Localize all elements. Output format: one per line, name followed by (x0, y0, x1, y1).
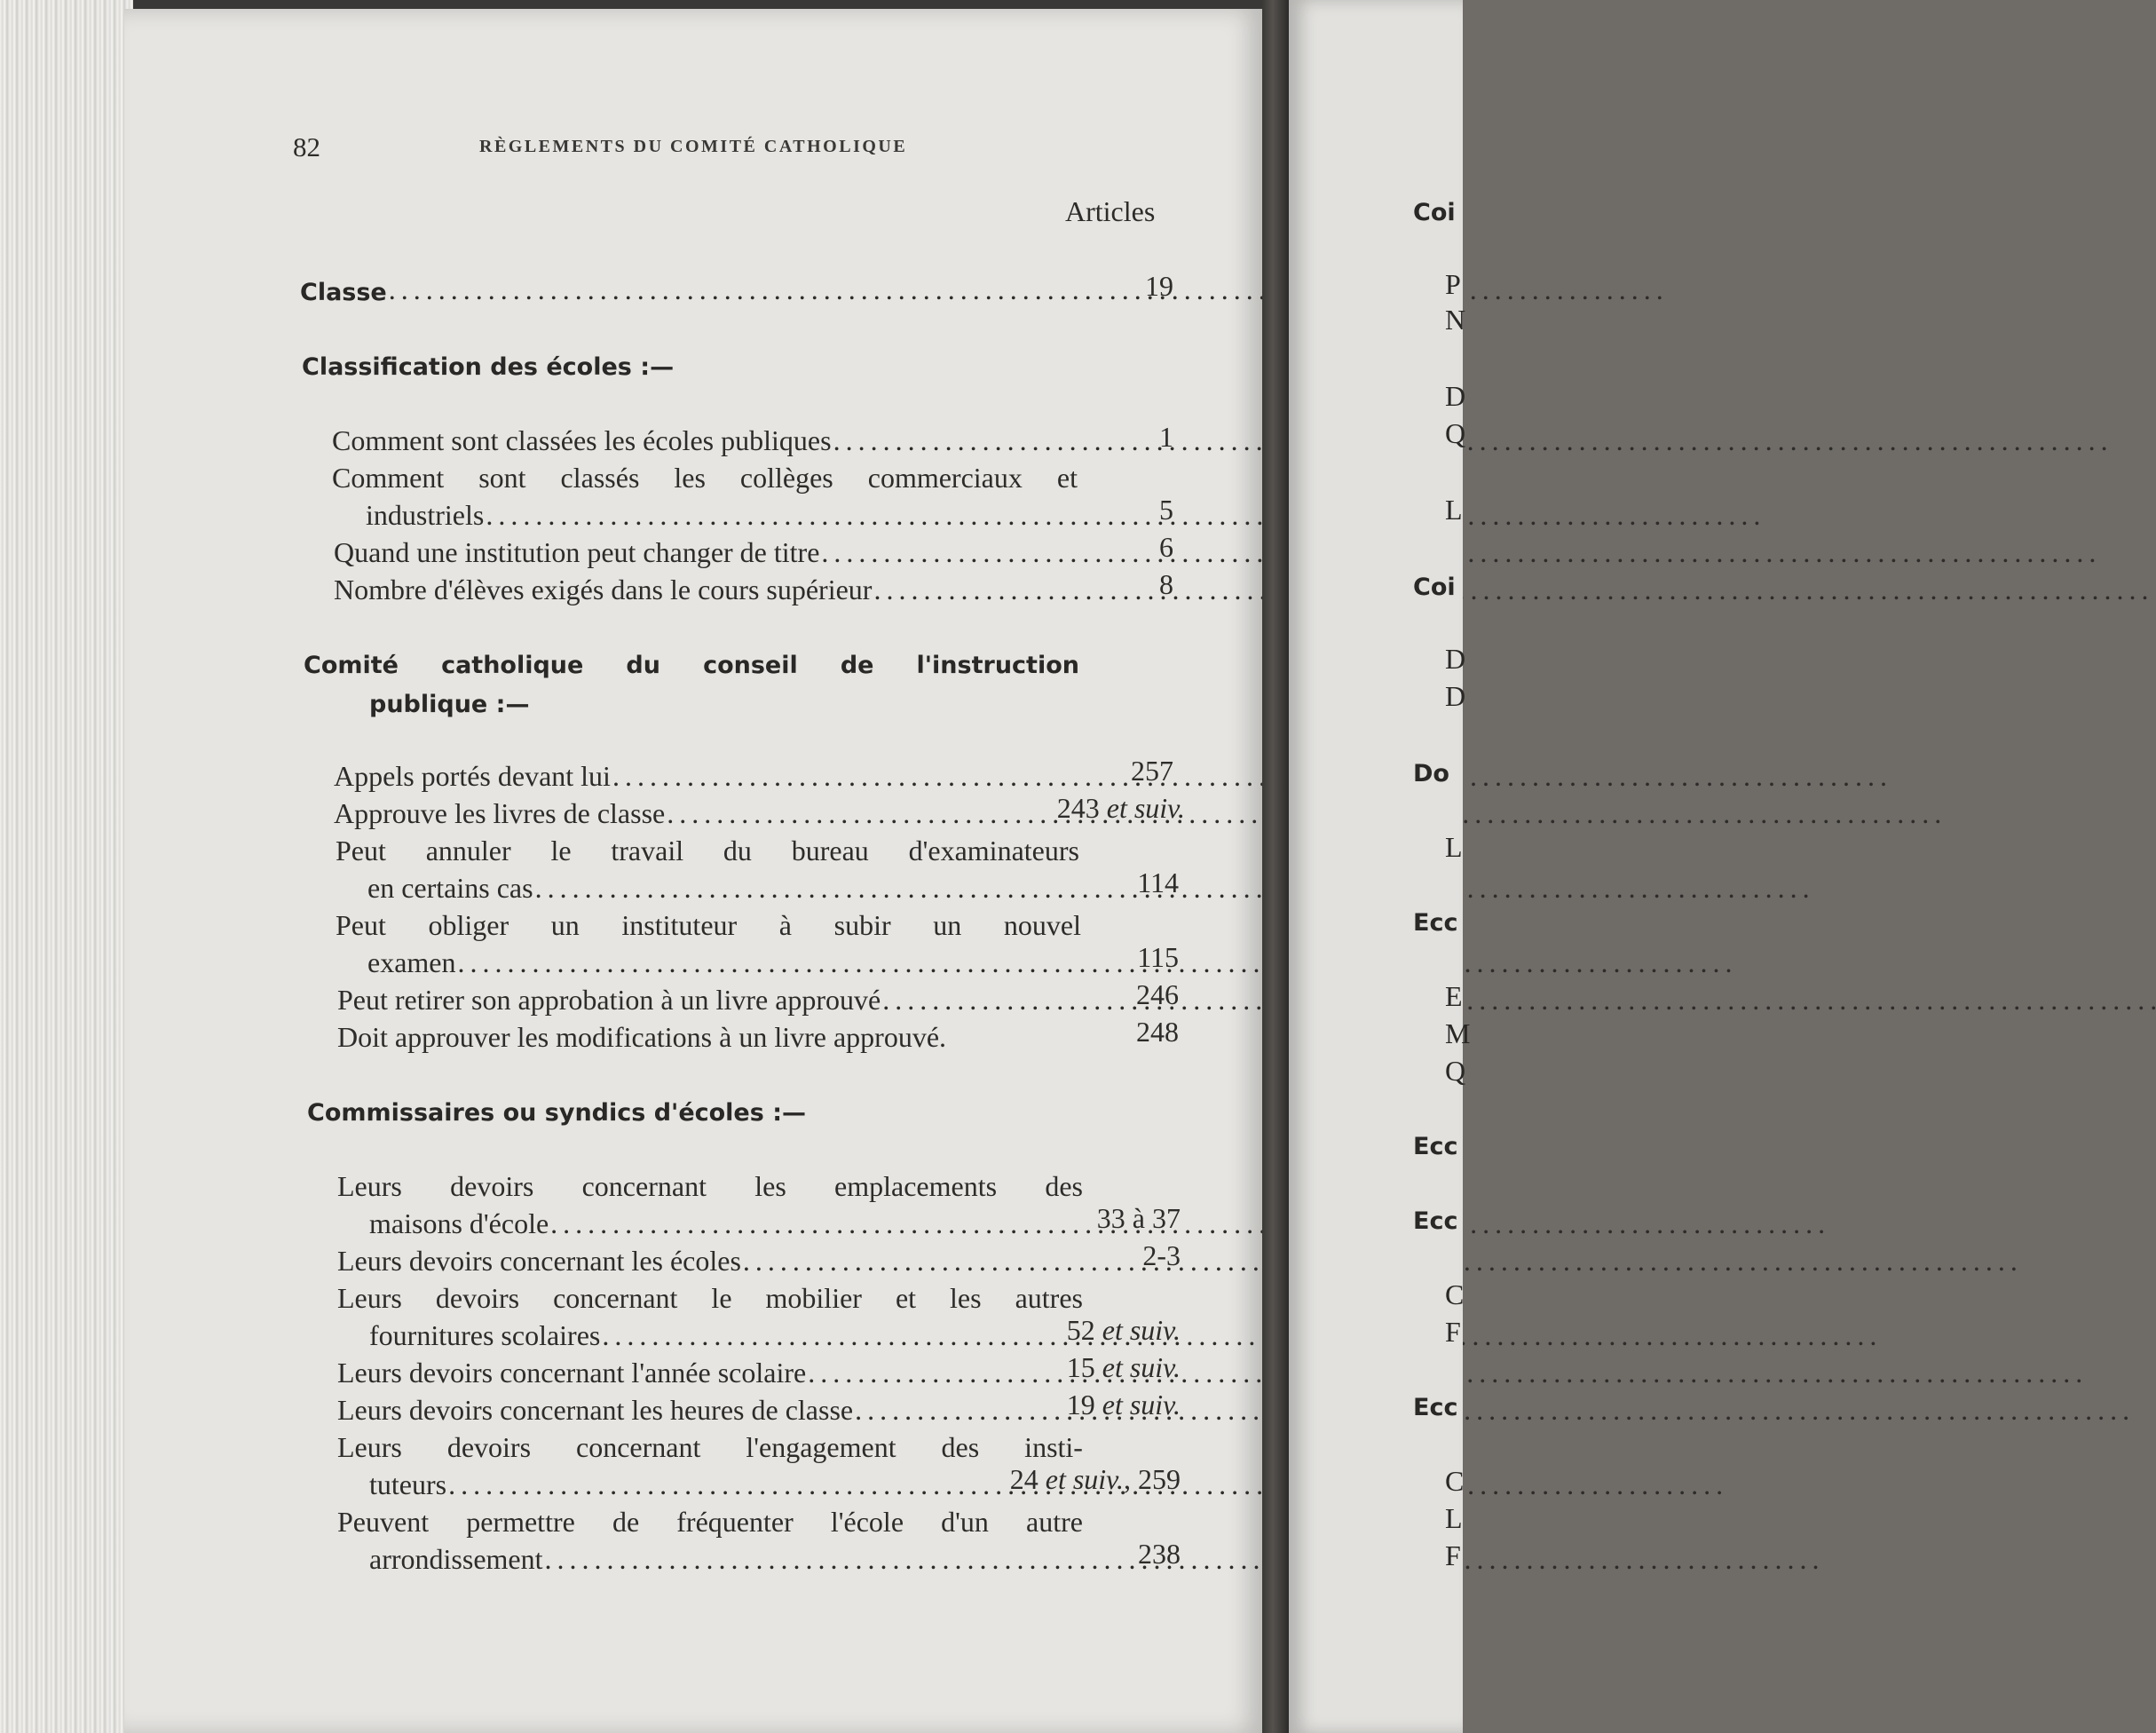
index-entry (334, 760, 1078, 793)
page-number: 82 (293, 131, 320, 162)
index-entry (369, 1207, 1051, 1240)
index-entry-line1 (337, 1431, 1083, 1464)
leader-dots (612, 760, 1886, 793)
entry-text: arrondissement (369, 1543, 543, 1575)
section-heading (304, 652, 1079, 679)
entry-text: en certains cas (367, 872, 533, 904)
justified-line (337, 1506, 1083, 1539)
word: de (840, 652, 874, 679)
entry-ref (1030, 792, 1185, 825)
index-entry (337, 1394, 1043, 1427)
word: devoirs (435, 1282, 520, 1314)
entry-ref: 2-3 (1142, 1239, 1181, 1271)
word: de (612, 1506, 640, 1538)
index-entry-line1 (336, 909, 1081, 942)
entry-ref: 19 (1145, 270, 1173, 302)
word: insti- (1024, 1431, 1083, 1463)
next-page-letter: E (1445, 980, 1463, 1012)
index-entry (369, 1468, 955, 1501)
justified-line (336, 835, 1079, 867)
ref-number: 243 (1056, 792, 1100, 824)
entry-ref: 238 (1138, 1538, 1181, 1570)
leader-dots (389, 273, 1662, 306)
index-entry (334, 536, 1078, 569)
justified-line (337, 1170, 1083, 1203)
index-entry (369, 1543, 1079, 1576)
index-entry (334, 574, 1078, 606)
next-page (1289, 0, 1471, 1733)
word: les (950, 1282, 982, 1314)
leader-dots (833, 424, 2107, 457)
justified-line (336, 909, 1081, 942)
index-entry (337, 1021, 946, 1054)
entry-ref: 115 (1137, 941, 1179, 973)
justified-line (337, 1431, 1083, 1464)
next-page-heading: Ecc (1413, 909, 1458, 937)
entry-text: Appels portés devant lui (334, 760, 611, 792)
entry-ref (1043, 1351, 1181, 1384)
next-page-letter: L (1445, 494, 1463, 526)
word: mobilier (765, 1282, 862, 1314)
entry-ref: 248 (1136, 1016, 1179, 1048)
index-entry (367, 946, 1078, 979)
word: sont (478, 462, 526, 494)
word: les (754, 1170, 786, 1202)
word: concernant (576, 1431, 701, 1463)
word: Leurs (337, 1170, 402, 1202)
word: Peuvent (337, 1506, 430, 1538)
word: subir (833, 909, 891, 941)
entry-text: Doit approuver les modifications à un livre approuvé. (337, 1021, 947, 1053)
next-page-letter: P (1445, 268, 1461, 300)
index-entry-line1 (337, 1506, 1083, 1539)
ref-suffix: et suiv. (1106, 792, 1185, 824)
word: Comment (332, 462, 445, 494)
word: concernant (553, 1282, 678, 1314)
next-page-letter: C (1445, 1278, 1465, 1310)
next-page-letter: L (1445, 1502, 1463, 1534)
index-entry (367, 872, 1078, 905)
word: Leurs (337, 1282, 402, 1314)
ref-number: 52 (1066, 1314, 1095, 1346)
entry-heading: Classe (300, 279, 387, 306)
running-title: RÈGLEMENTS DU COMITÉ CATHOLIQUE (479, 137, 908, 156)
index-entry (334, 797, 1026, 830)
ref-number: 24 (1009, 1463, 1039, 1495)
ref-suffix: et suiv. (1045, 1463, 1124, 1495)
entry-ref: 5 (1159, 494, 1173, 526)
next-page-letter: D (1445, 380, 1466, 412)
index-entry (369, 1319, 1031, 1352)
section-heading: Commissaires ou syndics d'écoles :— (307, 1099, 807, 1127)
leader-dots (873, 574, 2147, 606)
index-entry-classe (300, 273, 1077, 306)
page-header (293, 131, 1181, 167)
word: commerciaux (867, 462, 1023, 494)
entry-ref: 1 (1159, 421, 1173, 453)
word: bureau (791, 835, 869, 866)
entry-ref: 246 (1136, 978, 1179, 1010)
word: l'engagement (746, 1431, 896, 1463)
next-page-heading: Do (1413, 760, 1449, 787)
word: autres (1015, 1282, 1083, 1314)
entry-text: Quand une institution peut changer de titre (334, 536, 820, 568)
entry-ref: 257 (1131, 755, 1173, 787)
entry-text: maisons d'école (369, 1207, 549, 1239)
next-page-letter: C (1445, 1465, 1465, 1497)
next-page-heading: Coi (1413, 199, 1456, 226)
word: des (941, 1431, 980, 1463)
next-page-heading: Ecc (1413, 1133, 1458, 1160)
index-entry-line1 (337, 1282, 1083, 1315)
ref-suffix: et suiv. (1102, 1389, 1181, 1420)
word: devoirs (446, 1431, 532, 1463)
entry-text: Nombre d'élèves exigés dans le cours supérieur (334, 574, 873, 605)
entry-text: Peut retirer son approbation à un livre approuvé (337, 984, 881, 1016)
next-page-letter: Q (1445, 1055, 1466, 1087)
entry-text: tuteurs (369, 1468, 447, 1500)
entry-ref: 6 (1159, 531, 1173, 563)
word: concernant (581, 1170, 707, 1202)
index-entry (337, 1357, 1043, 1389)
word: d'examinateurs (908, 835, 1079, 866)
ref-suffix: et suiv. (1102, 1351, 1181, 1383)
word: Comité (304, 652, 399, 679)
word: du (626, 652, 660, 679)
word: d'un (941, 1506, 989, 1538)
word: emplacements (834, 1170, 998, 1202)
word: un (550, 909, 580, 941)
entry-ref: 114 (1137, 866, 1179, 898)
next-page-letter: F (1445, 1316, 1461, 1348)
word: travail (611, 835, 684, 866)
next-page-letter: N (1445, 304, 1466, 336)
leader-dots (550, 1207, 1824, 1240)
word: du (723, 835, 752, 866)
entry-ref (950, 1463, 1181, 1496)
word: catholique (441, 652, 584, 679)
entry-text: Comment sont classées les écoles publiques (332, 424, 832, 456)
word: instituteur (621, 909, 738, 941)
index-entry-line1 (336, 835, 1079, 867)
word: le (550, 835, 572, 866)
word: Leurs (337, 1431, 402, 1463)
word: un (933, 909, 962, 941)
word: classés (560, 462, 640, 494)
ref-extra: , 259 (1124, 1463, 1181, 1495)
next-page-letter: Q (1445, 417, 1466, 449)
word: fréquenter (676, 1506, 794, 1538)
word: les (674, 462, 706, 494)
word: l'école (830, 1506, 904, 1538)
word: Peut (336, 909, 386, 941)
next-page-letter: D (1445, 680, 1466, 712)
word: collèges (739, 462, 833, 494)
leader-dots (545, 1543, 1819, 1576)
entry-text: industriels (366, 499, 485, 531)
entry-ref (1034, 1314, 1181, 1347)
next-page-heading: Ecc (1413, 1394, 1458, 1421)
entry-ref: 8 (1159, 568, 1173, 600)
word: autre (1026, 1506, 1083, 1538)
next-page-letter: F (1445, 1539, 1461, 1571)
word: obliger (428, 909, 509, 941)
index-entry (366, 499, 1078, 532)
next-page-heading: Coi (1413, 574, 1456, 601)
next-page-letter: L (1445, 831, 1463, 863)
next-page-heading: Ecc (1413, 1207, 1458, 1235)
entry-text: fournitures scolaires (369, 1319, 601, 1351)
justified-line (332, 462, 1078, 495)
index-entry (337, 1245, 1078, 1278)
word: et (1056, 462, 1078, 494)
entry-text: Approuve les livres de classe (334, 797, 666, 829)
word: conseil (703, 652, 798, 679)
column-label-articles: Articles (1065, 195, 1156, 227)
next-page-letter: M (1445, 1017, 1471, 1049)
section-heading-continued: publique :— (369, 691, 530, 718)
leader-dots (882, 984, 2156, 1017)
word: à (778, 909, 792, 941)
word: devoirs (450, 1170, 534, 1202)
ref-number: 15 (1066, 1351, 1095, 1383)
entry-text: Leurs devoirs concernant les heures de classe (337, 1394, 854, 1426)
leader-dots (602, 1319, 1876, 1352)
word: le (711, 1282, 732, 1314)
word: des (1045, 1170, 1083, 1202)
index-entry-line1 (337, 1170, 1083, 1203)
word: l'instruction (916, 652, 1079, 679)
index-entry (332, 424, 1078, 457)
index-entry-line1 (332, 462, 1078, 495)
book-page-edges (0, 0, 133, 1733)
word: permettre (466, 1506, 575, 1538)
ref-number: 19 (1066, 1389, 1095, 1420)
entry-text: Leurs devoirs concernant les écoles (337, 1245, 741, 1277)
word: Peut (336, 835, 386, 866)
word: nouvel (1003, 909, 1081, 941)
next-page-letter: D (1445, 643, 1466, 675)
word: et (895, 1282, 917, 1314)
entry-text: Leurs devoirs concernant l'année scolaire (337, 1357, 807, 1389)
entry-ref: 33 à 37 (1096, 1202, 1181, 1234)
justified-line (337, 1282, 1083, 1315)
word: annuler (425, 835, 511, 866)
section-heading: Classification des écoles :— (302, 353, 675, 381)
entry-text: examen (367, 946, 456, 978)
book-gutter (1262, 0, 1289, 1733)
ref-suffix: et suiv. (1102, 1314, 1181, 1346)
index-entry (337, 984, 1078, 1017)
entry-ref (1043, 1389, 1181, 1421)
